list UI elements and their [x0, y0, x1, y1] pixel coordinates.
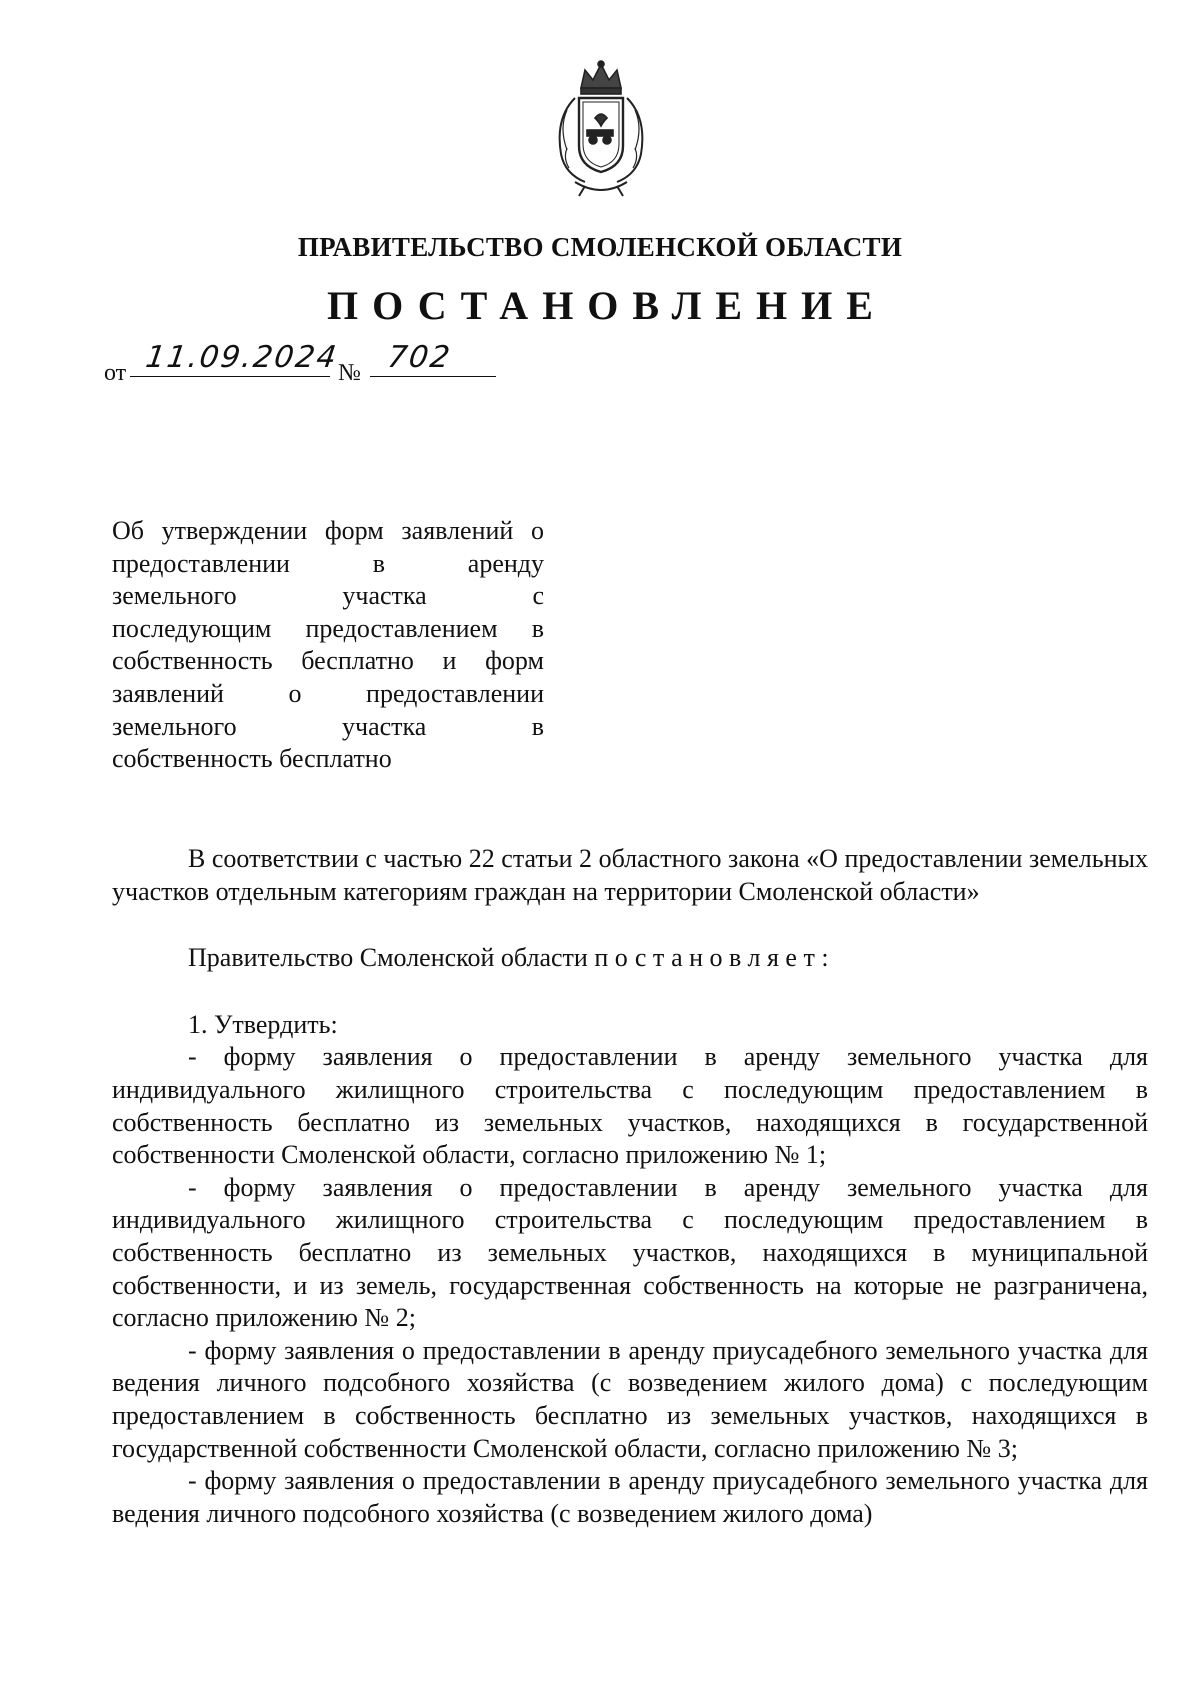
- subject-line: земельного участка с: [112, 581, 544, 611]
- list-item: - форму заявления о предоставлении в аренду земельного участка для индивидуального жилищного строительства с последующим предоставлением в собственность бесплатно из земельных участков, находящихся в муниципальной собственности, и из земель, государственная собственность на которые не разграничена, согласно приложению № 2;: [112, 1172, 1148, 1333]
- date-label: от: [104, 360, 127, 386]
- document-date-number: [104, 340, 544, 386]
- subject-line: Об утверждении форм заявлений о: [112, 516, 544, 545]
- document-type-title: ПОСТАНОВЛЕНИЕ: [327, 283, 887, 328]
- resolve-prefix: Правительство Смоленской области: [188, 943, 595, 973]
- number-value: 702: [385, 340, 454, 375]
- date-value: 11.09.2024: [143, 340, 341, 375]
- number-underline: [370, 376, 496, 377]
- subject-line: собственность бесплатно и форм: [112, 646, 544, 676]
- preamble-paragraph: В соответствии с частью 22 статьи 2 областного закона «О предоставлении земельных участков отдельным категориям граждан на территории Смоленской области»: [112, 844, 1148, 906]
- document-body: [112, 843, 1148, 1530]
- resolve-word: постановляет:: [594, 943, 836, 973]
- document-subject: [112, 515, 544, 776]
- list-item: - форму заявления о предоставлении в аренду приусадебного земельного участка для ведения личного подсобного хозяйства (с возведением жилого дома): [112, 1466, 1148, 1528]
- organization-title: ПРАВИТЕЛЬСТВО СМОЛЕНСКОЙ ОБЛАСТИ: [297, 232, 903, 262]
- coat-of-arms-emblem: [545, 58, 657, 200]
- resolve-paragraph: [112, 942, 1148, 975]
- list-item: - форму заявления о предоставлении в аренду земельного участка для индивидуального жилищного строительства с последующим предоставлением в собственность бесплатно из земельных участков, находящихся в государственной собственности Смоленской области, согласно приложению № 1;: [112, 1042, 1148, 1170]
- date-underline: [130, 376, 330, 377]
- number-label: №: [338, 360, 361, 386]
- item-1-title: 1. Утвердить:: [188, 1009, 338, 1039]
- subject-line: земельного участка в: [112, 711, 544, 741]
- subject-line: собственность бесплатно: [112, 744, 392, 774]
- list-item: - форму заявления о предоставлении в аренду приусадебного земельного участка для ведения личного подсобного хозяйства (с возведением жилого дома) с последующим предоставлением в собственность бесплатно из земельных участков, находящихся в государственной собственности Смоленской области, согласно приложению № 3;: [112, 1335, 1148, 1463]
- subject-line: заявлений о предоставлении: [112, 678, 544, 708]
- subject-line: последующим предоставлением в: [112, 613, 544, 643]
- subject-line: предоставлении в аренду: [112, 548, 544, 578]
